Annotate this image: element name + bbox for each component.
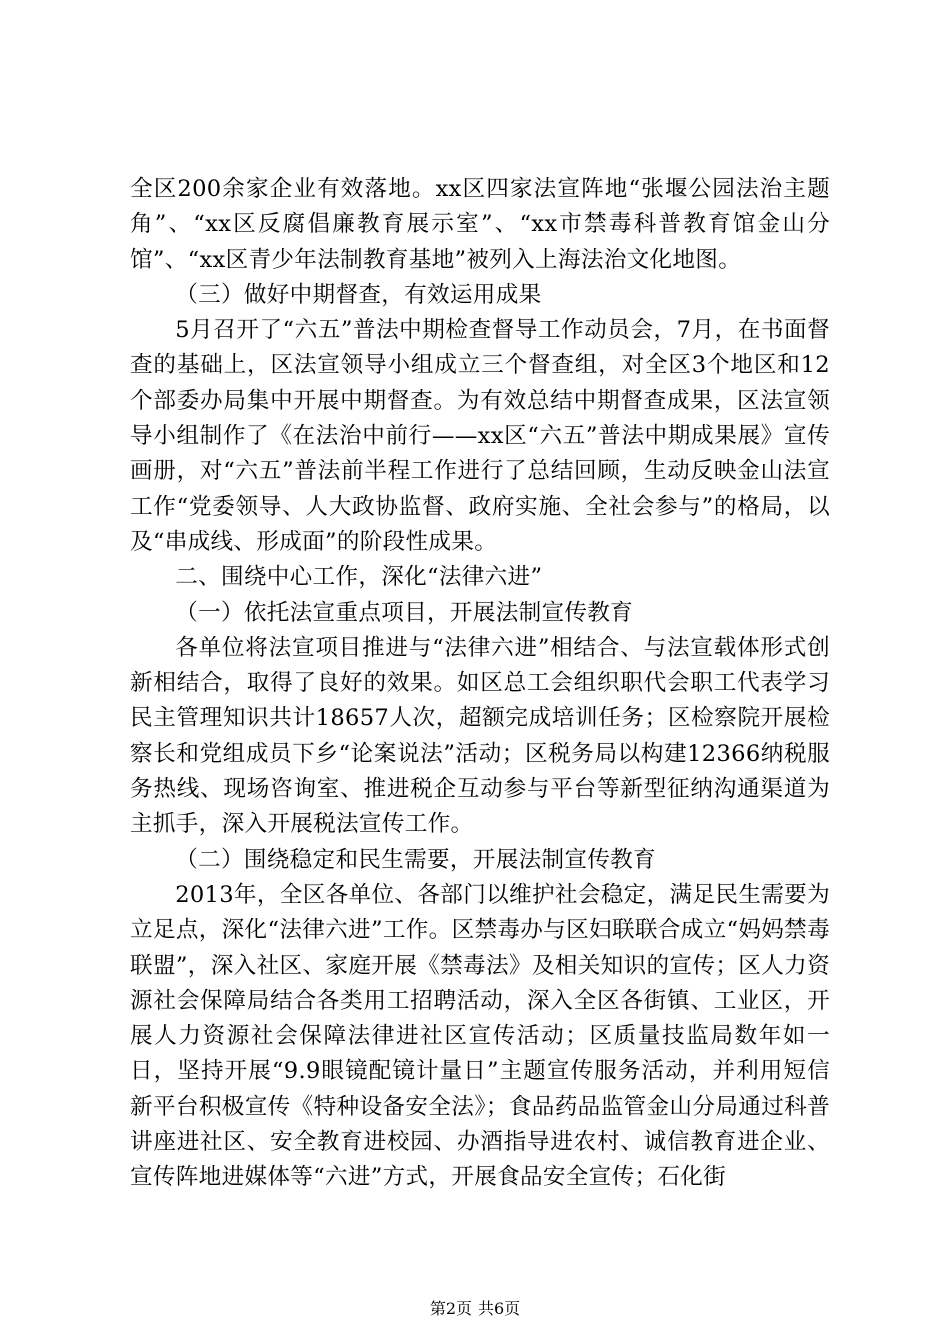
document-body <box>130 172 830 1196</box>
chapter-heading-law-six-entries: 二、围绕中心工作，深化“法律六进” <box>175 564 543 591</box>
section-heading-interim-inspection: （三）做好中期督查，有效运用成果 <box>175 281 542 308</box>
page-total: 共6页 <box>478 1299 521 1318</box>
paragraph-interim-inspection: 5月召开了“六五”普法中期检查督导工作动员会，7月，在书面督查的基础上，区法宣领导小组成立三个督查组，对全区3个地区和12个部委办局集中开展中期督查。为有效总结中期督查成果，区法宣领导小组制作了《在法治中前行——xx区“六五”普法中期成果展》宣传画册，对“六五”普法前半程工作进行了总结回顾，生动反映金山法宣工作“党委领导、人大政协监督、政府实施、全社会参与”的格局，以及“串成线、形成面”的阶段性成果。 <box>130 317 830 555</box>
page-footer <box>0 1299 950 1319</box>
page-number: 第2页 <box>429 1299 472 1318</box>
section-heading-stability-livelihood: （二）围绕稳定和民生需要，开展法制宣传教育 <box>175 846 656 873</box>
paragraph-key-projects: 各单位将法宣项目推进与“法律六进”相结合、与法宣载体形式创新相结合，取得了良好的效果。如区总工会组织职代会职工代表学习民主管理知识共计18657人次，超额完成培训任务；区检察院开展检察长和党组成员下乡“论案说法”活动；区税务局以构建12366纳税服务热线、现场咨询室、推进税企互动参与平台等新型征纳沟通渠道为主抓手，深入开展税法宣传工作。 <box>130 634 830 838</box>
paragraph-stability-livelihood: 2013年，全区各单位、各部门以维护社会稳定，满足民生需要为立足点，深化“法律六进”工作。区禁毒办与区妇联联合成立“妈妈禁毒联盟”，深入社区、家庭开展《禁毒法》及相关知识的宣传；区人力资源社会保障局结合各类用工招聘活动，深入全区各街镇、工业区，开展人力资源社会保障法律进社区宣传活动；区质量技监局数年如一日，坚持开展“9.9眼镜配镜计量日”主题宣传服务活动，并利用短信新平台积极宣传《特种设备安全法》；食品药品监管金山分局通过科普讲座进社区、安全教育进校园、办酒指导进农村、诚信教育进企业、宣传阵地进媒体等“六进”方式，开展食品安全宣传；石化街 <box>130 881 830 1191</box>
section-heading-key-projects: （一）依托法宣重点项目，开展法制宣传教育 <box>175 599 634 626</box>
paragraph-continuation: 全区200余家企业有效落地。xx区四家法宣阵地“张堰公园法治主题角”、“xx区反腐倡廉教育展示室”、“xx市禁毒科普教育馆金山分馆”、“xx区青少年法制教育基地”被列入上海法治文化地图。 <box>130 176 830 273</box>
